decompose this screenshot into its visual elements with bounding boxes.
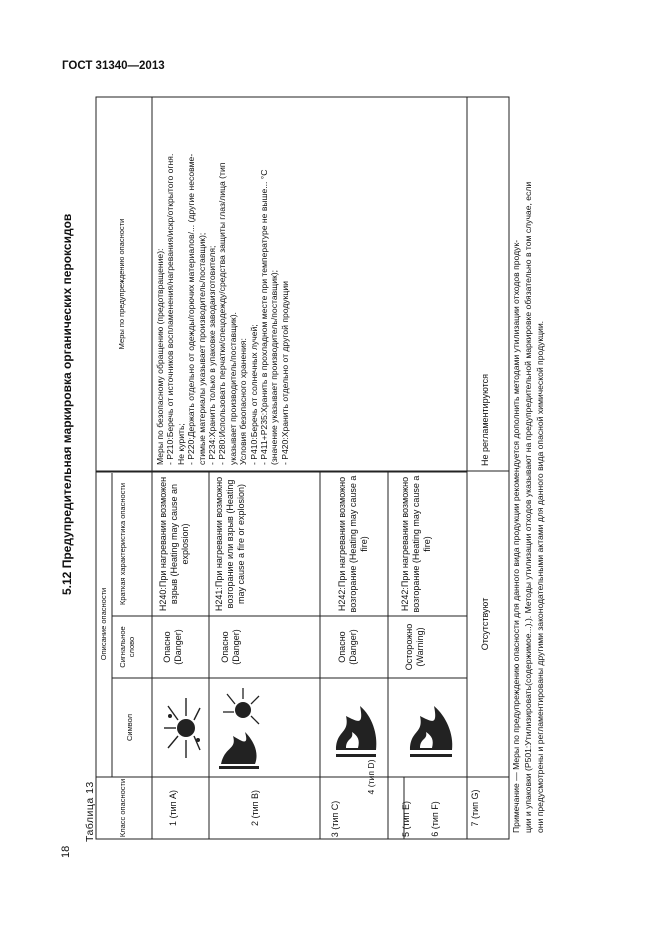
row1-signal: Опасно (Danger) (162, 629, 183, 665)
header-class: Класс опасности (118, 778, 127, 838)
measures-line: - Р220:Держать отдельно от одежды/горючих материалов/... (другие несовме- (186, 153, 197, 465)
note-line-2: ции и упаковки (Р501:Утилизировать(содержимое...).). Методы утилизации отходов указывают на предупредительной маркировке обязательно в том случае, если (523, 181, 533, 833)
row5-measures: Не регламентируются (480, 373, 490, 466)
note-line-3: они предусмотрены и регламентированы другими законодательными актами для данного вида опасной химической продукции. (535, 320, 545, 833)
row4-class-b: 6 (тип F) (430, 801, 440, 837)
flame-icon (332, 690, 382, 762)
page-header: ГОСТ 31340—2013 (62, 60, 165, 72)
row2-signal: Опасно (Danger) (220, 629, 241, 665)
row3-hazard: Н242:При нагревании возможно возгорание (Heating may cause a fire) (337, 475, 369, 613)
row5-class: 7 (тип G) (470, 789, 480, 827)
row2-class: 2 (тип В) (250, 789, 260, 827)
section-title: 5.12 Предупредительная маркировка органических пероксидов (60, 213, 74, 595)
measures-text (155, 105, 465, 465)
header-short-characteristic: Краткая характеристика опасности (118, 482, 127, 606)
measures-line: - Р210:Беречь от источников воспламенения/нагревания/искр/открытого огня. (165, 153, 176, 465)
header-signal-word: Сигнальное слово (118, 626, 136, 668)
header-symbol: Символ (125, 713, 134, 742)
exploding-bomb-and-flame-icon (215, 684, 265, 772)
row4-hazard: Н242:При нагревании возможно возгорание (Heating may cause a fire) (400, 475, 432, 613)
flame-icon (404, 690, 460, 762)
measures-line: Не курить; (175, 423, 186, 465)
row3-class: 3 (тип С) (330, 800, 340, 838)
header-measures: Меры по предупреждению опасности (117, 218, 126, 350)
row4-signal: Осторожно (Warning) (404, 623, 425, 671)
row2-hazard: Н241:При нагревании возможно возгорание или взрыв (Heating may cause a fire or explosion) (214, 476, 246, 612)
row1-class: 1 (тип А) (168, 789, 178, 827)
measures-line: - Р411+Р235:Хранить в прохладном месте при температуре не выше... °С (259, 169, 270, 465)
exploding-bomb-icon (160, 690, 204, 766)
row3-signal: Опасно (Danger) (337, 629, 358, 665)
row1-hazard: Н240:При нагревании возможен взрыв (Heating may cause an explosion) (158, 476, 190, 612)
page-number: 18 (60, 845, 72, 858)
measures-line: (значение указывает производитель/поставщик); (269, 269, 280, 465)
measures-line: - Р280:Использовать перчатки/спецодежду/средства защиты глаз/лица (тип (217, 162, 228, 465)
table-caption: Таблица 13 (84, 781, 96, 842)
row4-class: 5 (тип Е) (401, 800, 411, 838)
measures-line: Меры по безопасному обращению (предотвращение): (155, 248, 165, 465)
row5-absent: Отсутствуют (480, 597, 490, 651)
measures-line: стимые материалы указывает производитель/поставщик); (196, 232, 207, 465)
measures-line: указывает производитель/поставщик). (227, 312, 238, 465)
measures-line: - Р234:Хранить только в упаковке заводаизготовителя; (207, 245, 218, 465)
measures-line: Условия безопасного хранения: (238, 338, 249, 465)
note-line-1: Примечание — Меры по предупреждению опасности для данного вида продукции рекомендуется дополнить методами утилизации отходов продук- (511, 239, 521, 833)
header-description: Описание опасности (99, 587, 108, 661)
measures-line: - Р410:Беречь от солнечных лучей; (248, 324, 259, 465)
measures-line: - Р420:Хранить отдельно от другой продукции (279, 281, 290, 465)
row3-class-b: 4 (тип D) (366, 759, 376, 795)
